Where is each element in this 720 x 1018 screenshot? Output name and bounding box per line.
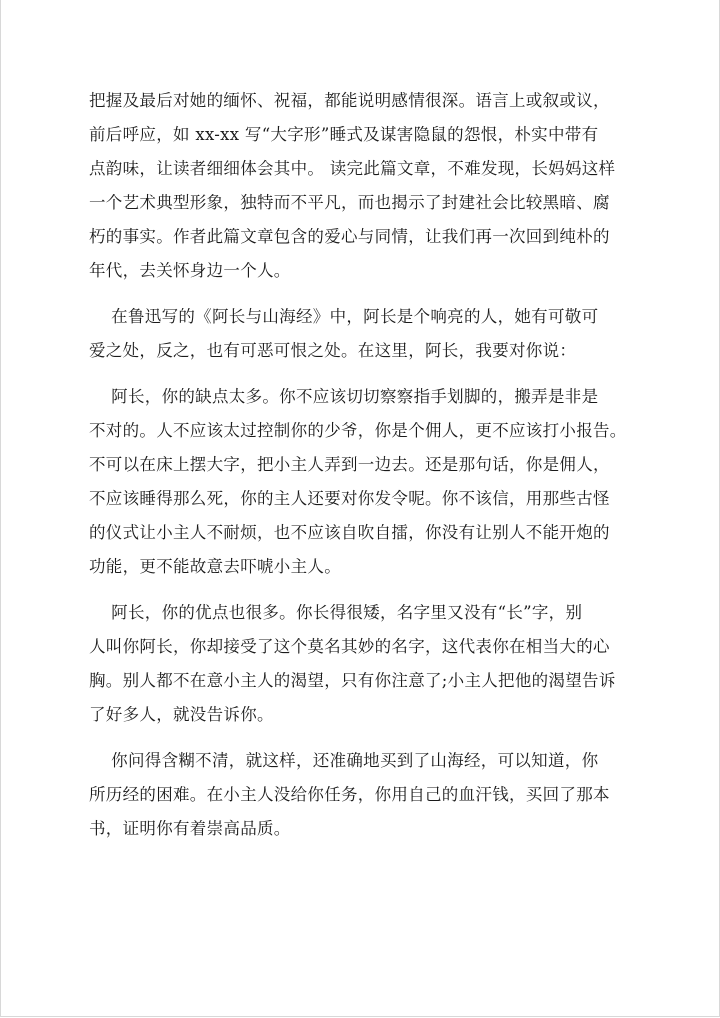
- text-line: 爱之处，反之，也有可恶可恨之处。在这里，阿长，我要对你说：: [89, 341, 577, 360]
- paragraph-gap: [89, 584, 649, 596]
- paragraph-gap: [89, 288, 649, 300]
- text-line: 功能，更不能故意去吓唬小主人。: [89, 557, 341, 576]
- paragraph-2: [89, 300, 649, 368]
- paragraph-5: [89, 744, 649, 846]
- text-line: 朽的事实。作者此篇文章包含的爱心与同情，让我们再一次回到纯朴的: [89, 227, 610, 246]
- paragraph-1: [89, 84, 649, 288]
- text-line: 了好多人，就没告诉你。: [89, 705, 274, 724]
- text-line: 阿长，你的优点也很多。你长得很矮，名字里又没有“长”字，别: [89, 603, 583, 622]
- text-line: 不应该睡得那么死，你的主人还要对你发令呢。你不该信，用那些古怪: [89, 489, 610, 508]
- text-line: 把握及最后对她的缅怀、祝福，都能说明感情很深。语言上或叙或议，: [89, 91, 610, 110]
- text-line: 所历经的困难。在小主人没给你任务，你用自己的血汗钱，买回了那本: [89, 785, 610, 804]
- text-line: 前后呼应，如 xx-xx 写“大字形”睡式及谋害隐鼠的怨恨，朴实中带有: [89, 125, 599, 144]
- text-line: 不对的。人不应该太过控制你的少爷，你是个佣人，更不应该打小报告。: [89, 421, 627, 440]
- paragraph-gap: [89, 368, 649, 380]
- text-line: 在鲁迅写的《阿长与山海经》中，阿长是个响亮的人，她有可敬可: [89, 307, 599, 326]
- text-line: 的仪式让小主人不耐烦，也不应该自吹自擂，你没有让别人不能开炮的: [89, 523, 610, 542]
- document-body: [89, 84, 649, 846]
- text-line: 人叫你阿长，你却接受了这个莫名其妙的名字，这代表你在相当大的心: [89, 637, 610, 656]
- text-line: 阿长，你的缺点太多。你不应该切切察察指手划脚的，搬弄是非是: [89, 387, 599, 406]
- text-line: 一个艺术典型形象，独特而不平凡，而也揭示了封建社会比较黑暗、腐: [89, 193, 610, 212]
- text-line: 不可以在床上摆大字，把小主人弄到一边去。还是那句话，你是佣人，: [89, 455, 610, 474]
- text-line: 年代，去关怀身边一个人。: [89, 261, 291, 280]
- text-line: 点韵味，让读者细细体会其中。 读完此篇文章，不难发现，长妈妈这样: [89, 159, 616, 178]
- text-line: 你问得含糊不清，就这样，还准确地买到了山海经，可以知道，你: [89, 751, 599, 770]
- paragraph-4: [89, 596, 649, 732]
- paragraph-gap: [89, 732, 649, 744]
- paragraph-3: [89, 380, 649, 584]
- text-line: 胸。别人都不在意小主人的渴望，只有你注意了;小主人把他的渴望告诉: [89, 671, 616, 690]
- text-line: 书，证明你有着崇高品质。: [89, 819, 291, 838]
